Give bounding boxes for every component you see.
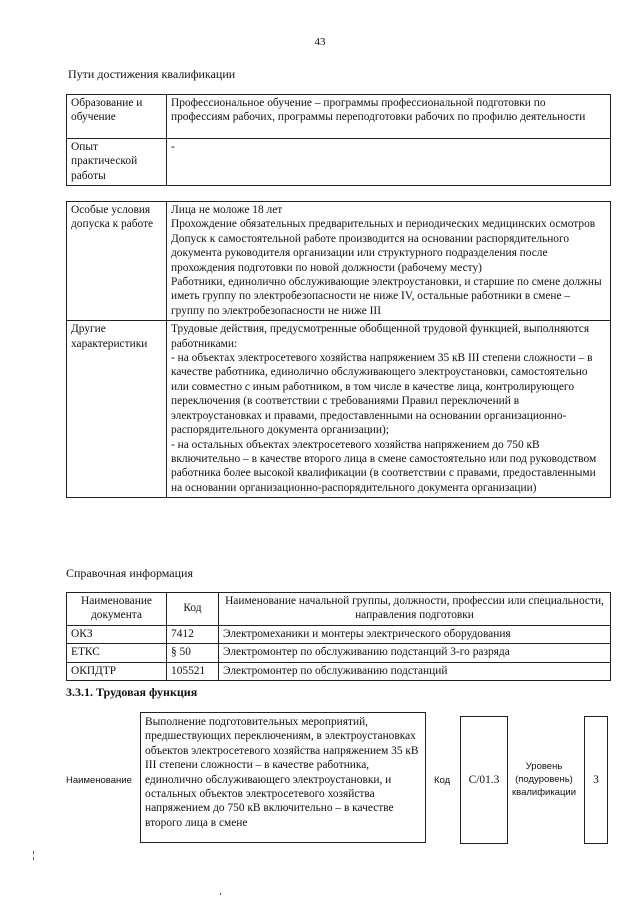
- name-cell: Электромонтер по обслуживанию подстанций 3-го разряда: [219, 644, 611, 662]
- table-row: [67, 321, 611, 498]
- table-row: [67, 625, 611, 643]
- table-row: [67, 95, 611, 139]
- level-label: Уровень (подуровень) квалификации: [511, 761, 577, 798]
- page-number: 43: [314, 36, 326, 48]
- table-row: [67, 644, 611, 662]
- table-header-row: [67, 593, 611, 626]
- table-row: [67, 139, 611, 186]
- function-code-box: C/01.3: [460, 716, 508, 844]
- name-cell: Электромонтер по обслуживанию подстанций: [219, 662, 611, 680]
- other-characteristics-value: [167, 321, 611, 498]
- name-column-header: Наименование начальной группы, должности, профессии или специальности, направления подготовки: [219, 593, 611, 626]
- code-cell: 105521: [167, 662, 219, 680]
- other-characteristic-item: - на объектах электросетевого хозяйства напряжением 35 кВ III степени сложности – в качестве работника, единолично обслуживающего электроустановки, самостоятельно или совместно с иным работником, в том числе в качестве лица, контролирующего переключения (в соответствии с требованиями Правил переключений в электроустановках и правами, предоставленными на основании организационно-распорядительного документа организации);: [171, 352, 593, 437]
- doc-cell: ОКПДТР: [67, 662, 167, 680]
- qualification-paths-table: [66, 94, 611, 186]
- special-condition-item: Допуск к самостоятельной работе производится на основании распорядительного документа руководителя организации или структурного подразделения после прохождения подготовки по новой должности (рабочему месту): [171, 232, 570, 274]
- special-conditions-label: Особые условия допуска к работе: [67, 202, 167, 321]
- reference-heading: Справочная информация: [66, 566, 193, 580]
- scan-speck: [33, 851, 34, 854]
- other-characteristic-item: - на остальных объектах электросетевого хозяйства напряжением до 750 кВ включительно – в качестве второго лица в смене самостоятельно или под руководством работника более высокой квалификации (в соответствии с правами, предоставленными на основании организационно-распорядительного документа организации): [171, 438, 597, 494]
- doc-column-header: Наименование документа: [67, 593, 167, 626]
- scan-speck: [33, 857, 34, 860]
- name-label: Наименование: [66, 775, 132, 786]
- doc-cell: ОКЗ: [67, 625, 167, 643]
- special-condition-item: Прохождение обязательных предварительных и периодических медицинских осмотров: [171, 218, 596, 231]
- doc-cell: ЕТКС: [67, 644, 167, 662]
- experience-value: -: [167, 139, 611, 186]
- experience-label: Опыт практической работы: [67, 139, 167, 186]
- code-cell: 7412: [167, 625, 219, 643]
- special-conditions-value: [167, 202, 611, 321]
- function-name-box: Выполнение подготовительных мероприятий, предшествующих переключениям, в электроустановках объектов электросетевого хозяйства напряжением 35 кВ III степени сложности – в качестве работника, единолично обслуживающего электроустановки, и остальных объектов электросетевого хозяйства напряжением до 750 кВ включительно – в качестве второго лица в смене: [140, 712, 426, 843]
- table-row: [67, 202, 611, 321]
- other-characteristic-item: Трудовые действия, предусмотренные обобщенной трудовой функцией, выполняются работниками:: [171, 323, 590, 350]
- special-condition-item: Лица не моложе 18 лет: [171, 204, 283, 216]
- code-cell: § 50: [167, 644, 219, 662]
- education-value: Профессиональное обучение – программы профессиональной подготовки по профессиям рабочих, программы переподготовки рабочих по профилю деятельности: [167, 95, 611, 139]
- qualification-paths-heading: Пути достижения квалификации: [68, 67, 236, 81]
- labor-function-heading: 3.3.1. Трудовая функция: [66, 685, 198, 699]
- special-condition-item: Работники, единолично обслуживающие электроустановки, и старшие по смене должны иметь группу по электробезопасности не ниже IV, остальные работники в смене – группу по электробезопасности не ниже III: [171, 276, 602, 317]
- scan-speck: [220, 893, 221, 895]
- level-value-box: 3: [584, 716, 608, 844]
- conditions-table: [66, 201, 611, 498]
- code-label: Код: [434, 775, 451, 786]
- table-row: [67, 662, 611, 680]
- education-label: Образование и обучение: [67, 95, 167, 139]
- other-characteristics-label: Другие характеристики: [67, 321, 167, 498]
- code-column-header: Код: [167, 593, 219, 626]
- reference-table: [66, 592, 611, 681]
- name-cell: Электромеханики и монтеры электрического оборудования: [219, 625, 611, 643]
